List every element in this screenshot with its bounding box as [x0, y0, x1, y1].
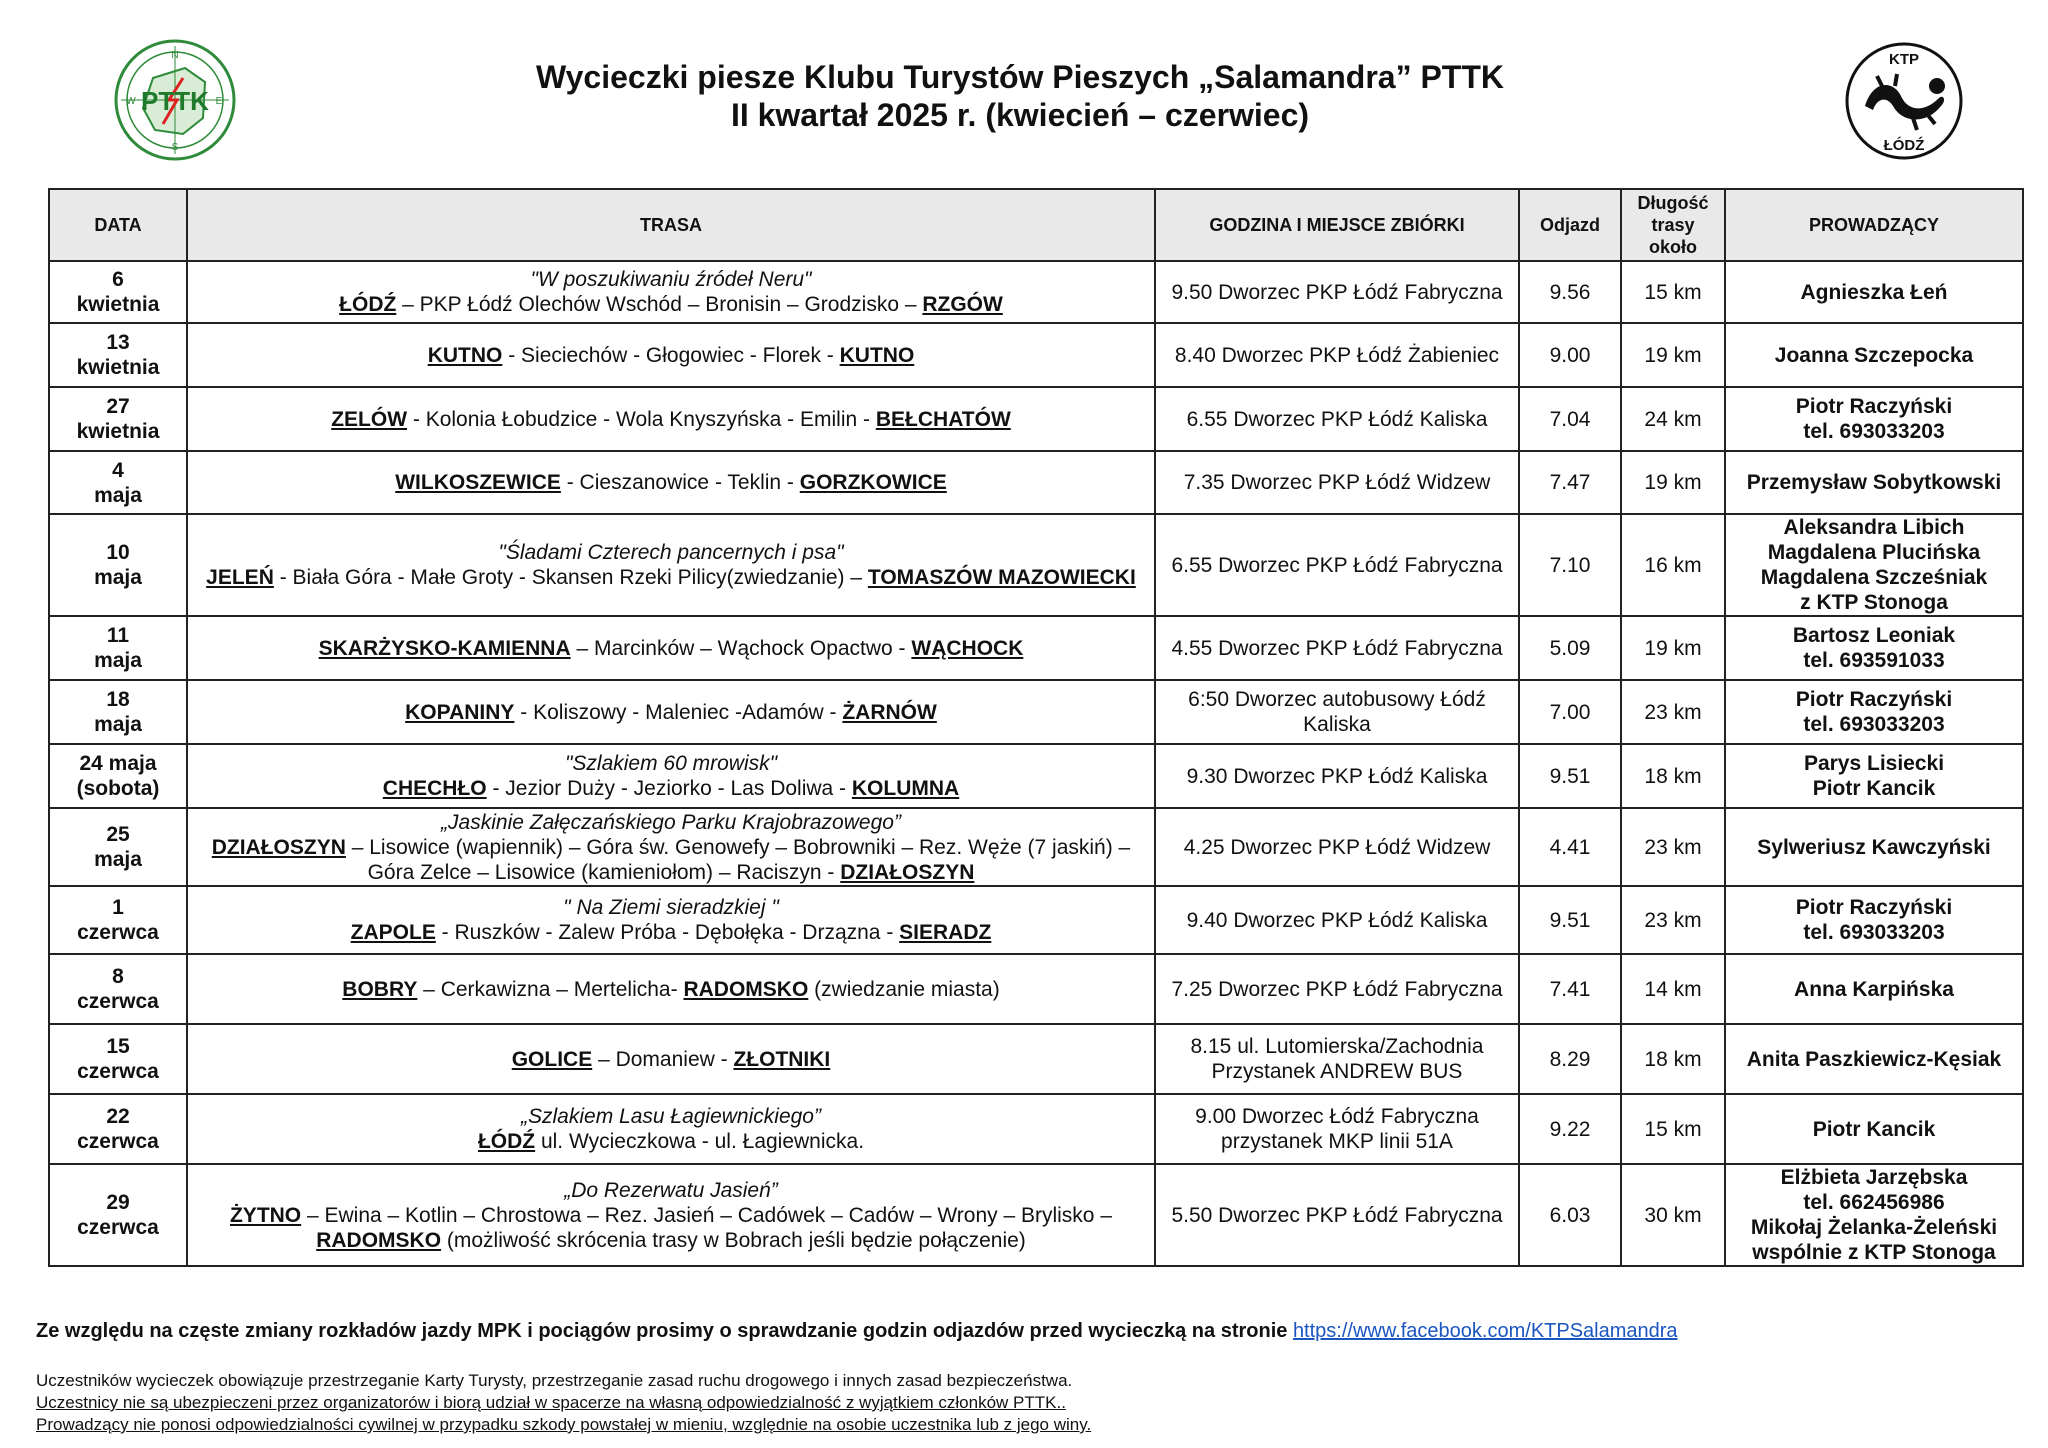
meeting-place: 4.25 Dworzec PKP Łódź Widzew — [1155, 808, 1519, 886]
route-end: GORZKOWICE — [799, 471, 947, 494]
col-header-route: TRASA — [187, 189, 1155, 261]
departure-time: 7.47 — [1519, 451, 1621, 514]
route-note: (możliwość skrócenia trasy w Bobrach jeśli będzie połączenie) — [441, 1228, 1026, 1252]
departure-time: 6.03 — [1519, 1164, 1621, 1266]
route-middle: - Ruszków - Zalew Próba - Dębołęka - Drzązna - — [435, 921, 900, 944]
trip-route — [187, 1094, 1155, 1164]
route-end: SIERADZ — [899, 921, 992, 944]
trip-places — [194, 776, 1148, 801]
trip-route — [187, 323, 1155, 387]
table-row — [49, 261, 2023, 323]
route-middle: - Jezior Duży - Jeziorko - Las Doliwa - — [486, 777, 852, 800]
trip-date — [49, 1164, 187, 1266]
route-start: ŁÓDŹ — [339, 293, 397, 316]
route-end: RADOMSKO — [683, 977, 809, 1001]
trip-title: „Szlakiem Lasu Łagiewnickiego” — [521, 1105, 821, 1128]
departure-time: 8.29 — [1519, 1024, 1621, 1094]
trip-route — [187, 680, 1155, 744]
trip-date — [49, 261, 187, 323]
trip-date-day: 27 — [106, 395, 130, 418]
ktp-logo-top-text: KTP — [1889, 51, 1919, 68]
table-row — [49, 387, 2023, 451]
route-start: ZELÓW — [331, 407, 408, 431]
trip-date-day: 22 — [106, 1105, 130, 1128]
trip-leader: Aleksandra Libich Magdalena Plucińska Magdalena Szcześniak z KTP Stonoga — [1725, 514, 2023, 616]
rule-line-1: Uczestników wycieczek obowiązuje przestrzeganie Karty Turysty, przestrzeganie zasad ruchu drogowego i innych zasad bezpieczeństwa. — [36, 1371, 1073, 1390]
route-start: ZAPOLE — [350, 921, 436, 944]
departure-time: 7.04 — [1519, 387, 1621, 451]
trip-date-month: kwietnia — [76, 420, 160, 443]
trip-date — [49, 514, 187, 616]
route-end: ŻARNÓW — [842, 700, 937, 724]
trip-route — [187, 514, 1155, 616]
trip-leader: Anna Karpińska — [1725, 954, 2023, 1024]
route-start: ŁÓDŹ — [477, 1130, 536, 1153]
meeting-place: 9.00 Dworzec Łódź Fabryczna przystanek MKP linii 51A — [1155, 1094, 1519, 1164]
route-start: GOLICE — [511, 1047, 593, 1071]
departure-time: 9.22 — [1519, 1094, 1621, 1164]
route-length: 30 km — [1621, 1164, 1725, 1266]
trip-date-month: maja — [94, 483, 142, 507]
route-length: 15 km — [1621, 261, 1725, 323]
facebook-link[interactable]: https://www.facebook.com/KTPSalamandra — [1292, 1320, 1678, 1342]
meeting-place: 4.55 Dworzec PKP Łódź Fabryczna — [1155, 616, 1519, 680]
trip-places — [194, 292, 1148, 317]
title-line-1: Wycieczki piesze Klubu Turystów Pieszych „Salamandra” PTTK — [536, 59, 1504, 95]
col-header-date: DATA — [49, 189, 187, 261]
departure-time: 7.10 — [1519, 514, 1621, 616]
route-end: RADOMSKO — [316, 1228, 442, 1252]
trip-date — [49, 744, 187, 808]
rules-block — [36, 1370, 1091, 1436]
schedule-note — [36, 1320, 1678, 1343]
route-end: RZGÓW — [922, 293, 1003, 316]
trip-title: "Szlakiem 60 mrowisk" — [564, 752, 778, 775]
route-middle: ul. Wycieczkowa - ul. Łagiewnicka. — [535, 1130, 865, 1153]
trip-leader: Elżbieta Jarzębska tel. 662456986 Mikołaj Żelanka-Żeleński wspólnie z KTP Stonoga — [1725, 1164, 2023, 1266]
col-header-leader: PROWADZĄCY — [1725, 189, 2023, 261]
trip-leader: Przemysław Sobytkowski — [1725, 451, 2023, 514]
route-start: DZIAŁOSZYN — [211, 835, 346, 859]
route-length: 15 km — [1621, 1094, 1725, 1164]
trip-date-day: 8 — [112, 965, 124, 988]
trip-date-day: 13 — [106, 331, 130, 354]
col-header-departure: Odjazd — [1519, 189, 1621, 261]
table-row — [49, 616, 2023, 680]
route-middle: – Lisowice (wapiennik) – Góra św. Genowefy – Bobrowniki – Rez. Węże (7 jaskiń) – Góra Zelce – Lisowice (kamieniołom) – Raciszyn - — [345, 835, 1131, 884]
meeting-place: 9.30 Dworzec PKP Łódź Kaliska — [1155, 744, 1519, 808]
meeting-place: 8.15 ul. Lutomierska/Zachodnia Przystanek ANDREW BUS — [1155, 1024, 1519, 1094]
route-length: 19 km — [1621, 616, 1725, 680]
trip-date-month: (sobota) — [76, 777, 160, 800]
route-length: 24 km — [1621, 387, 1725, 451]
trip-leader: Joanna Szczepocka — [1725, 323, 2023, 387]
trip-date-month: czerwca — [77, 1216, 159, 1239]
route-length: 18 km — [1621, 1024, 1725, 1094]
trip-date — [49, 1024, 187, 1094]
trip-leader: Piotr Raczyński tel. 693033203 — [1725, 680, 2023, 744]
svg-text:S: S — [171, 142, 179, 153]
meeting-place: 9.40 Dworzec PKP Łódź Kaliska — [1155, 886, 1519, 954]
route-start: ŻYTNO — [229, 1203, 302, 1227]
rule-line-2: Uczestnicy nie są ubezpieczeni przez organizatorów i biorą udział w spacerze na własną odpowiedzialność z wyjątkiem członków PTTK.. — [36, 1393, 1066, 1412]
trip-date-day: 18 — [106, 688, 130, 711]
trip-date-day: 10 — [106, 541, 130, 564]
trip-title: " Na Ziemi sieradzkiej " — [563, 896, 779, 919]
route-length: 18 km — [1621, 744, 1725, 808]
trip-places — [194, 407, 1148, 432]
trip-route — [187, 1164, 1155, 1266]
trip-leader: Anita Paszkiewicz-Kęsiak — [1725, 1024, 2023, 1094]
departure-time: 4.41 — [1519, 808, 1621, 886]
meeting-place: 5.50 Dworzec PKP Łódź Fabryczna — [1155, 1164, 1519, 1266]
trip-title: „Jaskinie Załęczańskiego Parku Krajobrazowego” — [441, 810, 901, 834]
trip-route — [187, 451, 1155, 514]
route-middle: - Cieszanowice - Teklin - — [560, 471, 800, 494]
col-header-meeting: GODZINA I MIEJSCE ZBIÓRKI — [1155, 189, 1519, 261]
trip-date-month: kwietnia — [76, 293, 160, 316]
route-start: KUTNO — [427, 343, 503, 367]
trip-date-day: 24 maja — [79, 752, 157, 775]
meeting-place: 6.55 Dworzec PKP Łódź Kaliska — [1155, 387, 1519, 451]
trip-route — [187, 616, 1155, 680]
col-header-length: Długość trasy około — [1621, 189, 1725, 261]
ktp-lodz-logo — [1843, 40, 1965, 162]
trip-date — [49, 954, 187, 1024]
trip-date-day: 4 — [112, 458, 124, 482]
svg-text:W: W — [126, 96, 136, 107]
trip-date-day: 25 — [106, 823, 130, 846]
table-row — [49, 744, 2023, 808]
title-line-2: II kwartał 2025 r. (kwiecień – czerwiec) — [730, 97, 1310, 133]
trip-places — [194, 835, 1148, 885]
table-row — [49, 886, 2023, 954]
route-note: (zwiedzanie miasta) — [808, 977, 1000, 1001]
route-middle: - Koliszowy - Maleniec -Adamów - — [514, 700, 843, 724]
trip-places — [194, 1047, 1148, 1072]
trip-leader: Sylweriusz Kawczyński — [1725, 808, 2023, 886]
route-start: JELEŃ — [206, 566, 274, 589]
table-row — [49, 514, 2023, 616]
table-row — [49, 680, 2023, 744]
table-row — [49, 323, 2023, 387]
route-start: BOBRY — [342, 977, 418, 1001]
page-title — [300, 58, 1740, 134]
departure-time: 7.41 — [1519, 954, 1621, 1024]
table-row — [49, 954, 2023, 1024]
route-end: KOLUMNA — [851, 777, 960, 800]
trip-places — [194, 1129, 1148, 1154]
trip-places — [194, 700, 1148, 725]
route-length: 23 km — [1621, 680, 1725, 744]
trip-route — [187, 744, 1155, 808]
route-middle: - Kolonia Łobudzice - Wola Knyszyńska - Emilin - — [407, 407, 876, 431]
trip-places — [194, 343, 1148, 368]
trip-date-day: 11 — [106, 624, 130, 647]
route-length: 14 km — [1621, 954, 1725, 1024]
table-row — [49, 808, 2023, 886]
svg-text:N: N — [171, 50, 179, 61]
trip-date-month: maja — [94, 848, 142, 871]
trip-date — [49, 1094, 187, 1164]
trip-route — [187, 808, 1155, 886]
trip-leader: Parys Lisiecki Piotr Kancik — [1725, 744, 2023, 808]
route-end: WĄCHOCK — [911, 636, 1024, 660]
route-middle: – Domaniew - — [592, 1047, 734, 1071]
trip-date — [49, 323, 187, 387]
trip-route — [187, 886, 1155, 954]
route-end: DZIAŁOSZYN — [840, 860, 975, 884]
table-row — [49, 1164, 2023, 1266]
table-row — [49, 451, 2023, 514]
route-length: 19 km — [1621, 323, 1725, 387]
rule-line-3: Prowadzący nie ponosi odpowiedzialności cywilnej w przypadku szkody powstałej w mieniu, względnie na osobie uczestnika lub z jego winy. — [36, 1415, 1092, 1434]
trip-date-month: kwietnia — [76, 356, 160, 379]
trip-places — [194, 565, 1148, 590]
trip-date-day: 1 — [112, 896, 124, 919]
trip-date — [49, 680, 187, 744]
route-middle: – PKP Łódź Olechów Wschód – Bronisin – Grodzisko – — [396, 293, 923, 316]
ktp-logo-bottom-text: ŁÓDŹ — [1883, 137, 1925, 154]
schedule-table — [48, 188, 2024, 1267]
trip-date-day: 15 — [106, 1035, 130, 1058]
trip-date-month: czerwca — [77, 921, 159, 944]
trip-date — [49, 616, 187, 680]
trip-leader: Piotr Kancik — [1725, 1094, 2023, 1164]
table-row — [49, 1024, 2023, 1094]
pttk-logo — [113, 38, 237, 162]
departure-time: 5.09 — [1519, 616, 1621, 680]
route-start: SKARŻYSKO-KAMIENNA — [318, 636, 571, 660]
trip-places — [194, 920, 1148, 945]
trip-date-month: czerwca — [77, 1130, 159, 1153]
trip-route — [187, 954, 1155, 1024]
meeting-place: 8.40 Dworzec PKP Łódź Żabieniec — [1155, 323, 1519, 387]
route-middle: – Cerkawizna – Mertelicha- — [417, 977, 684, 1001]
route-length: 23 km — [1621, 808, 1725, 886]
route-end: BEŁCHATÓW — [875, 407, 1011, 431]
trip-date-month: czerwca — [77, 990, 159, 1013]
trip-date — [49, 451, 187, 514]
trip-leader: Bartosz Leoniak tel. 693591033 — [1725, 616, 2023, 680]
trip-leader: Piotr Raczyński tel. 693033203 — [1725, 387, 2023, 451]
route-start: KOPANINY — [405, 700, 515, 724]
trip-route — [187, 1024, 1155, 1094]
trip-route — [187, 261, 1155, 323]
trip-date-month: maja — [94, 566, 142, 589]
trip-leader: Piotr Raczyński tel. 693033203 — [1725, 886, 2023, 954]
route-length: 19 km — [1621, 451, 1725, 514]
meeting-place: 6:50 Dworzec autobusowy Łódź Kaliska — [1155, 680, 1519, 744]
trip-places — [194, 977, 1148, 1002]
meeting-place: 7.25 Dworzec PKP Łódź Fabryczna — [1155, 954, 1519, 1024]
trip-date-month: czerwca — [77, 1060, 159, 1083]
departure-time: 9.56 — [1519, 261, 1621, 323]
departure-time: 7.00 — [1519, 680, 1621, 744]
table-row — [49, 1094, 2023, 1164]
trip-date-month: maja — [94, 649, 142, 672]
trip-date-day: 29 — [106, 1191, 130, 1214]
route-middle: – Ewina – Kotlin – Chrostowa – Rez. Jasień – Cadówek – Cadów – Wrony – Brylisko – — [301, 1203, 1112, 1227]
route-end: KUTNO — [839, 343, 915, 367]
route-length: 16 km — [1621, 514, 1725, 616]
table-header-row — [49, 189, 2023, 261]
trip-date — [49, 808, 187, 886]
meeting-place: 7.35 Dworzec PKP Łódź Widzew — [1155, 451, 1519, 514]
route-middle: – Marcinków – Wąchock Opactwo - — [570, 636, 912, 660]
trip-title: "Śladami Czterech pancernych i psa" — [498, 541, 844, 564]
route-end: TOMASZÓW MAZOWIECKI — [867, 566, 1136, 589]
trip-places — [194, 1203, 1148, 1253]
trip-date — [49, 886, 187, 954]
trip-leader: Agnieszka Łeń — [1725, 261, 2023, 323]
pttk-logo-text: PTTK — [141, 86, 209, 116]
trip-date-day: 6 — [112, 268, 124, 291]
trip-title: "W poszukiwaniu źródeł Neru" — [530, 268, 812, 291]
route-length: 23 km — [1621, 886, 1725, 954]
note-text: Ze względu na częste zmiany rozkładów jazdy MPK i pociągów prosimy o sprawdzanie godzin odjazdów przed wycieczką na stronie — [36, 1320, 1293, 1342]
trip-date — [49, 387, 187, 451]
trip-date-month: maja — [94, 713, 142, 736]
departure-time: 9.00 — [1519, 323, 1621, 387]
trip-places — [194, 636, 1148, 661]
meeting-place: 6.55 Dworzec PKP Łódź Fabryczna — [1155, 514, 1519, 616]
route-start: CHECHŁO — [382, 777, 487, 800]
meeting-place: 9.50 Dworzec PKP Łódź Fabryczna — [1155, 261, 1519, 323]
departure-time: 9.51 — [1519, 886, 1621, 954]
trip-title: „Do Rezerwatu Jasień” — [564, 1178, 778, 1202]
route-middle: - Biała Góra - Małe Groty - Skansen Rzeki Pilicy(zwiedzanie) – — [273, 566, 868, 589]
route-middle: - Sieciechów - Głogowiec - Florek - — [502, 343, 840, 367]
route-start: WILKOSZEWICE — [395, 471, 561, 494]
departure-time: 9.51 — [1519, 744, 1621, 808]
trip-places — [194, 470, 1148, 495]
route-end: ZŁOTNIKI — [733, 1047, 831, 1071]
svg-text:E: E — [215, 96, 223, 107]
trip-route — [187, 387, 1155, 451]
